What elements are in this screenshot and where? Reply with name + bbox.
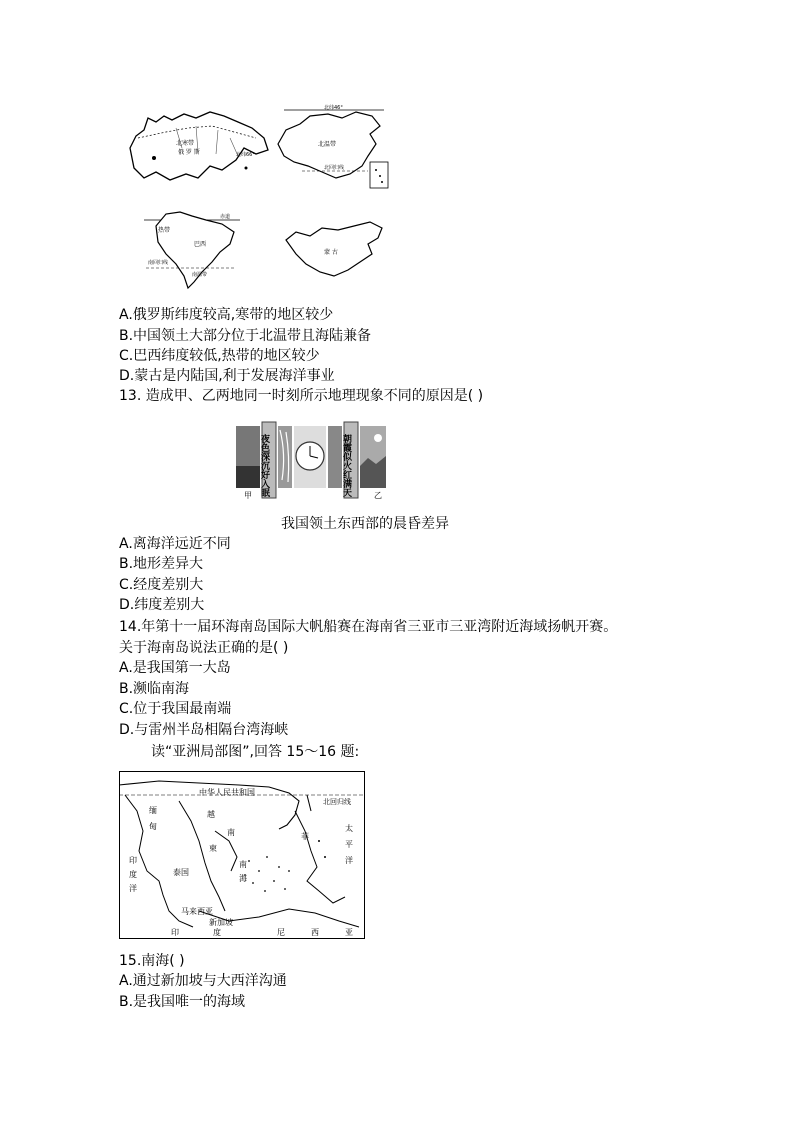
q15-option-a: A.通过新加坡与大西洋沟通 [119, 973, 287, 989]
q12-option-d: D.蒙古是内陆国,利于发展海洋事业 [119, 368, 335, 384]
asia-label-du: 度 [129, 870, 137, 879]
russia-label-country: 俄 罗 斯 [178, 149, 200, 156]
asia-label-tai: 太 [345, 824, 353, 833]
asia-partial-map [119, 771, 365, 939]
asia-label-fei: 菲 [301, 832, 309, 841]
q15-stem: 15.南海( ) [119, 953, 185, 969]
q13-option-b: B.地形差异大 [119, 556, 204, 572]
q13-option-c: C.经度差别大 [119, 577, 204, 593]
russia-label-lat: 北纬66° [236, 152, 255, 158]
asia-label-yang: 洋 [129, 884, 137, 893]
asia-label-jian: 柬 [209, 844, 217, 853]
brazil-country: 巴西 [194, 241, 207, 248]
asia-label-ping: 平 [345, 840, 353, 849]
mongolia-country: 蒙 古 [324, 249, 338, 256]
asia-label-tropic: 北回归线 [323, 798, 351, 806]
q13-caption: 我国领土东西部的晨昏差异 [281, 516, 449, 532]
q14-option-b: B.濒临南海 [119, 681, 190, 697]
q13-mark-yi: 乙 [374, 491, 382, 500]
intro-15-16: 读“亚洲局部图”,回答 15～16 题: [151, 744, 360, 760]
asia-label-ni: 尼 [277, 928, 285, 937]
asia-label-hai: 海 [239, 874, 247, 883]
q14-option-d: D.与雷州半岛相隔台湾海峡 [119, 722, 289, 738]
asia-label-yang2: 洋 [345, 856, 353, 865]
q13-stem: 13. 造成甲、乙两地同一时刻所示地理现象不同的原因是( ) [119, 388, 484, 404]
asia-label-xi: 西 [311, 928, 319, 937]
q13-right-text: 朝霞似火红满天 [341, 434, 351, 497]
asia-label-malaysia: 马来西亚 [181, 907, 213, 916]
china-tropic: 北回归线 [324, 165, 345, 171]
q13-option-a: A.离海洋远近不同 [119, 536, 231, 552]
asia-label-singapore: 新加坡 [209, 918, 233, 927]
q12-option-c: C.巴西纬度较低,热带的地区较少 [119, 348, 320, 364]
asia-label-yue-nan: 南 [227, 828, 235, 837]
q13-left-text: 夜色深沉好入眠 [259, 434, 269, 497]
q14-option-c: C.位于我国最南端 [119, 701, 232, 717]
china-zone: 北温带 [318, 141, 337, 148]
asia-label-du2: 度 [213, 928, 221, 937]
q14-stem-line2: 关于海南岛说法正确的是( ) [119, 640, 289, 656]
brazil-tropic-zone: 热带 [158, 227, 171, 234]
russia-label-zone: 北寒带 [176, 140, 195, 147]
brazil-south-zone: 南温带 [192, 272, 208, 278]
asia-label-mian: 缅 [149, 806, 157, 815]
brazil-equator: 赤道 [220, 214, 231, 220]
q12-option-a: A.俄罗斯纬度较高,寒带的地区较少 [119, 307, 334, 323]
q13-option-d: D.纬度差别大 [119, 597, 205, 613]
brazil-tropic: 南回归线 [148, 260, 169, 266]
brazil-map [140, 206, 244, 290]
asia-label-thailand: 泰国 [173, 868, 189, 877]
q15-option-b: B.是我国唯一的海域 [119, 994, 246, 1010]
asia-label-yin: 印 [129, 856, 137, 865]
asia-label-yin2: 印 [171, 928, 179, 937]
mongolia-map [282, 218, 388, 280]
asia-label-china: 中华人民共和国 [199, 788, 255, 797]
asia-label-ya: 亚 [345, 928, 353, 937]
china-lat-top: 北纬46° [324, 105, 343, 111]
asia-label-yue: 越 [207, 810, 215, 819]
q14-stem-line1: 14.年第十一届环海南岛国际大帆船赛在海南省三亚市三亚湾附近海域扬帆开赛。 [119, 619, 618, 635]
q14-option-a: A.是我国第一大岛 [119, 660, 231, 676]
asia-label-nan: 南 [239, 860, 247, 869]
q12-option-b: B.中国领土大部分位于北温带且海陆兼备 [119, 328, 372, 344]
q13-figure [234, 420, 390, 500]
q13-mark-jia: 甲 [244, 491, 252, 500]
russia-map [126, 108, 272, 190]
china-map [272, 104, 392, 190]
asia-label-dian: 甸 [149, 822, 157, 831]
